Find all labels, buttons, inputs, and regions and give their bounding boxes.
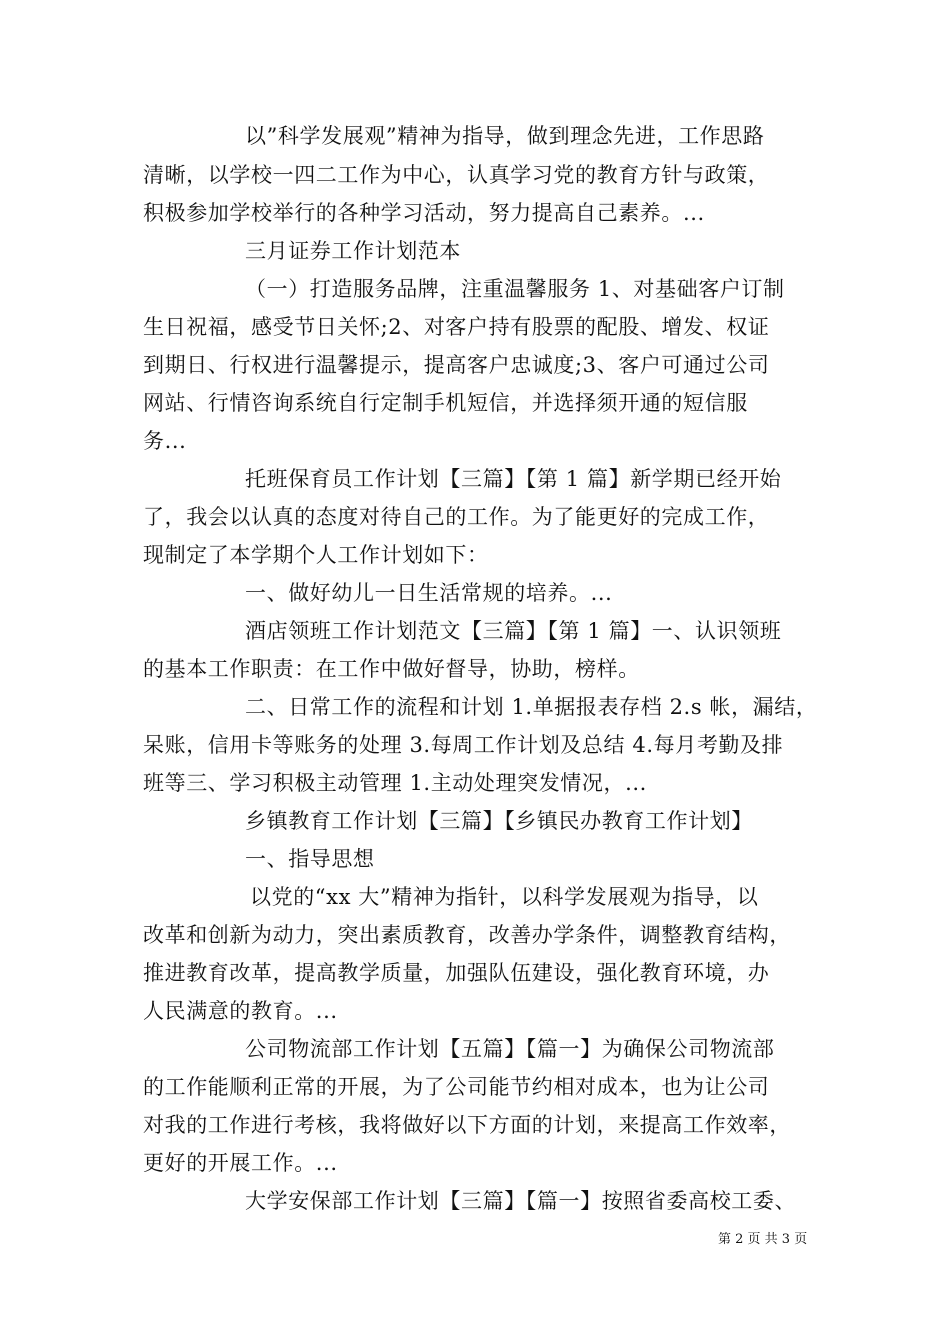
page-number-footer: 第 2 页 共 3 页 xyxy=(718,1232,808,1247)
text-line: 改革和创新为动力，突出素质教育，改善办学条件，调整教育结构， xyxy=(143,923,791,947)
text-line: 了，我会以认真的态度对待自己的工作。为了能更好的完成工作， xyxy=(143,505,770,529)
text-line: 的基本工作职责：在工作中做好督导，协助，榜样。 xyxy=(143,657,640,681)
text-line: 乡镇教育工作计划【三篇】【乡镇民办教育工作计划】 xyxy=(245,809,753,833)
text-line: 三月证券工作计划范本 xyxy=(245,239,461,263)
text-line: 务... xyxy=(143,429,187,453)
text-line: 更好的开展工作。... xyxy=(143,1151,338,1175)
text-line: 网站、行情咨询系统自行定制手机短信，并选择须开通的短信服 xyxy=(143,391,748,415)
text-line: 现制定了本学期个人工作计划如下： xyxy=(143,543,489,567)
text-line: 呆账，信用卡等账务的处理 3.每周工作计划及总结 4.每月考勤及排 xyxy=(143,733,784,757)
text-line: 到期日、行权进行温馨提示，提高客户忠诚度;3、客户可通过公司 xyxy=(143,353,770,377)
text-line: 托班保育员工作计划【三篇】【第 1 篇】新学期已经开始 xyxy=(245,467,782,491)
text-line: 班等三、学习积极主动管理 1.主动处理突发情况，... xyxy=(143,771,647,795)
text-line: 酒店领班工作计划范文【三篇】【第 1 篇】一、认识领班 xyxy=(245,619,782,643)
text-line: 对我的工作进行考核，我将做好以下方面的计划，来提高工作效率， xyxy=(143,1113,791,1137)
text-line: 一、指导思想 xyxy=(245,847,375,871)
text-line: 以”科学发展观”精神为指导，做到理念先进，工作思路 xyxy=(245,124,765,148)
text-line: 清晰，以学校一四二工作为中心，认真学习党的教育方针与政策， xyxy=(143,163,770,187)
text-line: 二、日常工作的流程和计划 1.单据报表存档 2.s 帐，漏结， xyxy=(245,695,818,719)
text-line: 一、做好幼儿一日生活常规的培养。... xyxy=(245,581,613,605)
text-line: 生日祝福，感受节日关怀;2、对客户持有股票的配股、增发、权证 xyxy=(143,315,770,339)
text-line: 以党的“xx 大”精神为指针，以科学发展观为指导，以 xyxy=(250,885,759,909)
text-line: 的工作能顺利正常的开展，为了公司能节约相对成本，也为让公司 xyxy=(143,1075,770,1099)
text-line: 大学安保部工作计划【三篇】【篇一】按照省委高校工委、 xyxy=(245,1189,797,1213)
text-line: （一）打造服务品牌，注重温馨服务 1、对基础客户订制 xyxy=(245,277,785,301)
text-line: 人民满意的教育。... xyxy=(143,999,338,1023)
text-line: 积极参加学校举行的各种学习活动，努力提高自己素养。... xyxy=(143,201,705,225)
text-line: 公司物流部工作计划【五篇】【篇一】为确保公司物流部 xyxy=(245,1037,775,1061)
text-line: 推进教育改革，提高教学质量，加强队伍建设，强化教育环境，办 xyxy=(143,961,770,985)
